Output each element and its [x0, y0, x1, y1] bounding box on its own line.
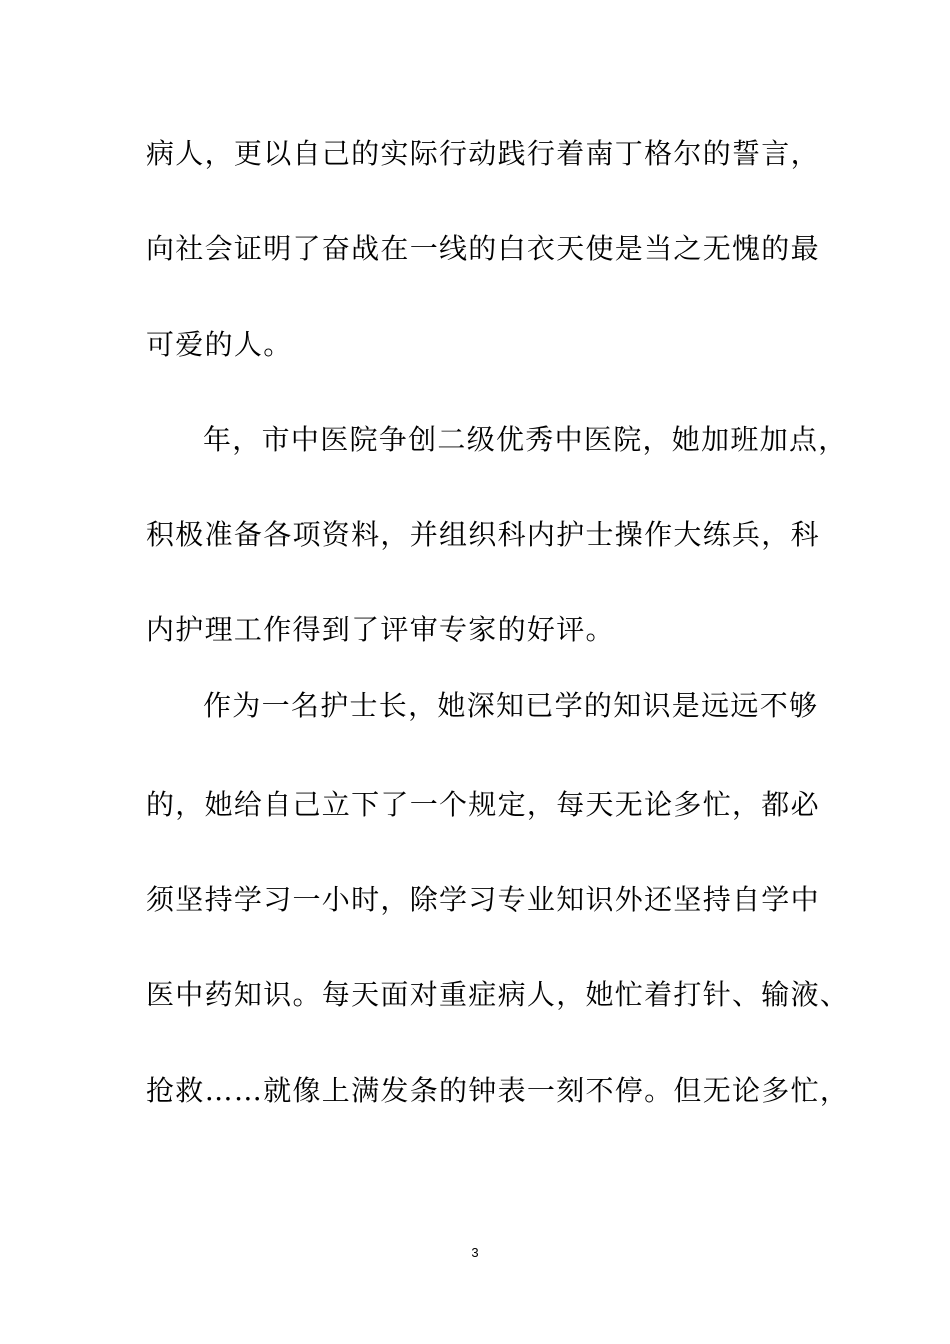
text-line: 积极准备各项资料，并组织科内护士操作大练兵，科	[146, 518, 820, 551]
text-line: 病人，更以自己的实际行动践行着南丁格尔的誓言，	[146, 137, 820, 170]
text-line: 内护理工作得到了评审专家的好评。	[146, 613, 615, 646]
paragraph-first-line: 年，市中医院争创二级优秀中医院，她加班加点，	[203, 423, 848, 456]
text-line: 医中药知识。每天面对重症病人，她忙着打针、输液、	[146, 978, 850, 1011]
text-line: 须坚持学习一小时，除学习专业知识外还坚持自学中	[146, 883, 820, 916]
text-line: 的，她给自己立下了一个规定，每天无论多忙，都必	[146, 788, 820, 821]
paragraph-first-line: 作为一名护士长，她深知已学的知识是远远不够	[203, 689, 819, 722]
text-line: 可爱的人。	[146, 328, 293, 361]
text-line: 抢救……就像上满发条的钟表一刻不停。但无论多忙，	[146, 1074, 850, 1107]
page-number: 3	[471, 1245, 479, 1260]
text-line: 向社会证明了奋战在一线的白衣天使是当之无愧的最	[146, 232, 820, 265]
